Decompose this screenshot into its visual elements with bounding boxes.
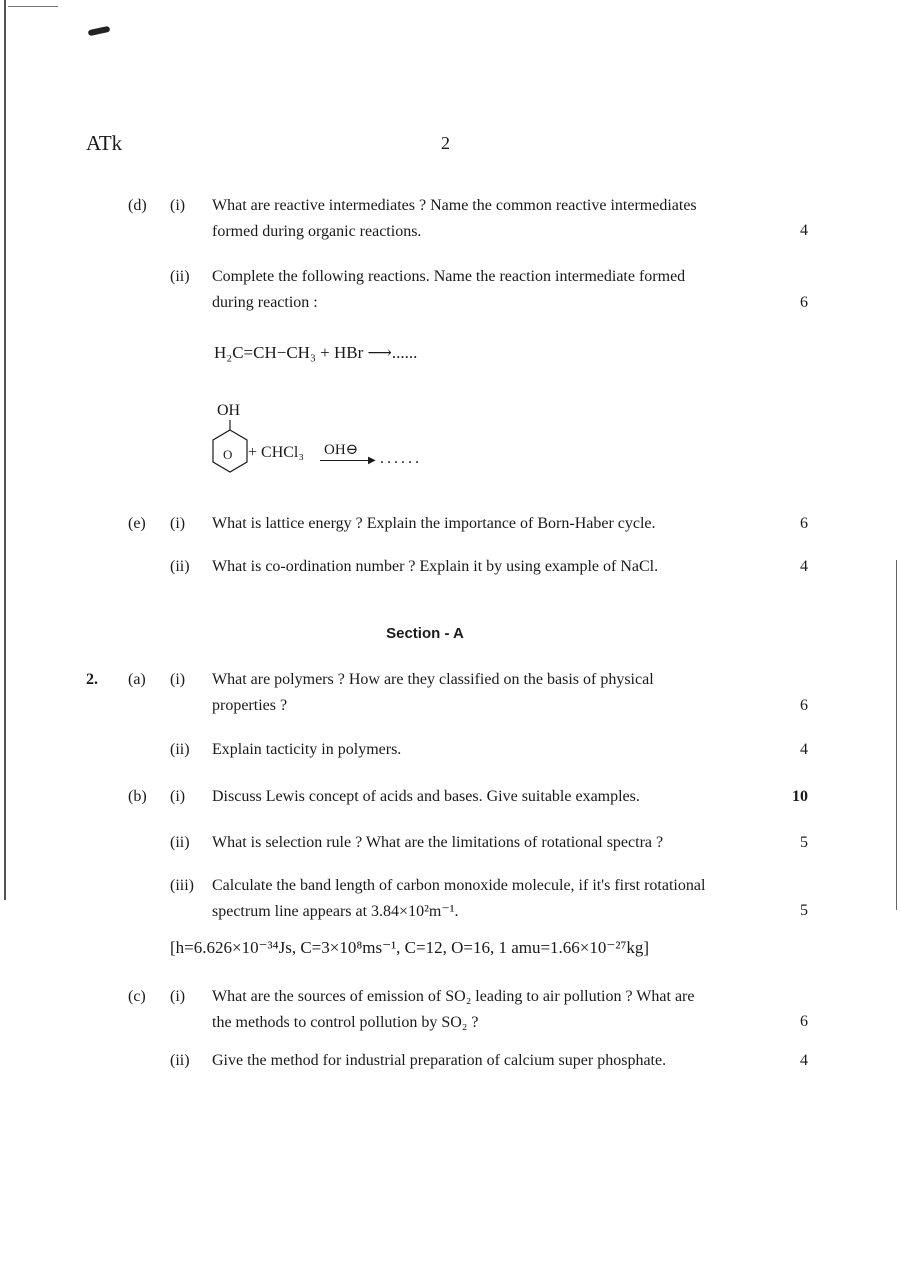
hydroxyl-label: OH bbox=[217, 402, 241, 419]
scan-right-line bbox=[896, 560, 897, 910]
marks-2b-i: 10 bbox=[792, 788, 808, 805]
question-2b-iii-line2: spectrum line appears at 3.84×10²m⁻¹. bbox=[212, 903, 459, 920]
question-2a-i-line1: What are polymers ? How are they classified on the basis of physical bbox=[212, 671, 654, 688]
question-2a-ii: Explain tacticity in polymers. bbox=[212, 741, 402, 758]
marks-2c-i: 6 bbox=[800, 1013, 808, 1030]
question-number-2: 2. bbox=[86, 671, 98, 688]
marks-e-i: 6 bbox=[800, 515, 808, 532]
marks-2a-ii: 4 bbox=[800, 741, 808, 758]
question-label-2b: (b) bbox=[128, 788, 147, 805]
product-placeholder: ...... bbox=[380, 450, 422, 467]
physical-constants: [h=6.626×10⁻³⁴Js, C=3×10⁸ms⁻¹, C=12, O=16, 1 amu=1.66×10⁻²⁷kg] bbox=[170, 938, 650, 957]
sub-label-e-i: (i) bbox=[170, 515, 186, 532]
marks-2c-ii: 4 bbox=[800, 1052, 808, 1069]
question-e-ii: What is co-ordination number ? Explain it by using example of NaCl. bbox=[212, 558, 659, 575]
question-label-2a: (a) bbox=[128, 671, 146, 688]
sub-label-d-i: (i) bbox=[170, 197, 186, 214]
ring-center-label: O bbox=[223, 447, 233, 462]
scan-border-line bbox=[4, 0, 6, 900]
reaction-propene-hbr: H₂C=CH−CH₃ + HBr ⟶...... bbox=[214, 343, 418, 362]
sub-label-e-ii: (ii) bbox=[170, 558, 190, 575]
question-label-d: (d) bbox=[128, 197, 147, 214]
question-2c-i bbox=[212, 984, 772, 1036]
question-d-i-line2: formed during organic reactions. bbox=[212, 223, 422, 240]
question-2a-i bbox=[212, 667, 772, 719]
question-2c-i-line1: What are the sources of emission of SO₂ leading to air pollution ? What are bbox=[212, 988, 695, 1005]
marks-d-ii: 6 bbox=[800, 294, 808, 311]
sub-label-2b-ii: (ii) bbox=[170, 834, 190, 851]
page-number: 2 bbox=[441, 133, 450, 153]
marks-e-ii: 4 bbox=[800, 558, 808, 575]
question-2b-iii bbox=[212, 873, 772, 925]
question-d-i bbox=[212, 193, 772, 245]
sub-label-d-ii: (ii) bbox=[170, 268, 190, 285]
reaction-arrow bbox=[320, 460, 372, 461]
sub-label-2b-iii: (iii) bbox=[170, 877, 194, 894]
marks-2a-i: 6 bbox=[800, 697, 808, 714]
question-d-i-line1: What are reactive intermediates ? Name the common reactive intermediates bbox=[212, 197, 697, 214]
question-2b-iii-line1: Calculate the band length of carbon monoxide molecule, if it's first rotational bbox=[212, 877, 706, 894]
marks-2b-iii: 5 bbox=[800, 902, 808, 919]
paper-code: ATk bbox=[86, 131, 123, 155]
hydroxide-catalyst-label: OH⊖ bbox=[324, 442, 359, 458]
sub-label-2c-ii: (ii) bbox=[170, 1052, 190, 1069]
question-2c-i-line2: the methods to control pollution by SO₂ ? bbox=[212, 1014, 479, 1031]
reaction-phenol-chloroform bbox=[200, 402, 460, 482]
question-2a-i-line2: properties ? bbox=[212, 697, 288, 714]
question-d-ii bbox=[212, 264, 772, 316]
arrow-head-icon: ▶ bbox=[368, 455, 376, 466]
chloroform-label: + CHCl₃ bbox=[248, 444, 304, 461]
marks-2b-ii: 5 bbox=[800, 834, 808, 851]
question-2c-ii: Give the method for industrial preparation of calcium super phosphate. bbox=[212, 1052, 667, 1069]
sub-label-2a-ii: (ii) bbox=[170, 741, 190, 758]
question-2b-ii: What is selection rule ? What are the limitations of rotational spectra ? bbox=[212, 834, 664, 851]
section-title: Section - A bbox=[386, 625, 464, 642]
question-label-2c: (c) bbox=[128, 988, 146, 1005]
sub-label-2a-i: (i) bbox=[170, 671, 186, 688]
sub-label-2c-i: (i) bbox=[170, 988, 186, 1005]
question-2b-i: Discuss Lewis concept of acids and bases. Give suitable examples. bbox=[212, 788, 640, 805]
scan-top-line bbox=[8, 6, 58, 7]
marks-d-i: 4 bbox=[800, 222, 808, 239]
sub-label-2b-i: (i) bbox=[170, 788, 186, 805]
question-label-e: (e) bbox=[128, 515, 146, 532]
question-e-i: What is lattice energy ? Explain the importance of Born-Haber cycle. bbox=[212, 515, 656, 532]
question-d-ii-line1: Complete the following reactions. Name the reaction intermediate formed bbox=[212, 268, 686, 285]
question-d-ii-line2: during reaction : bbox=[212, 294, 318, 311]
scan-smudge bbox=[88, 26, 111, 36]
